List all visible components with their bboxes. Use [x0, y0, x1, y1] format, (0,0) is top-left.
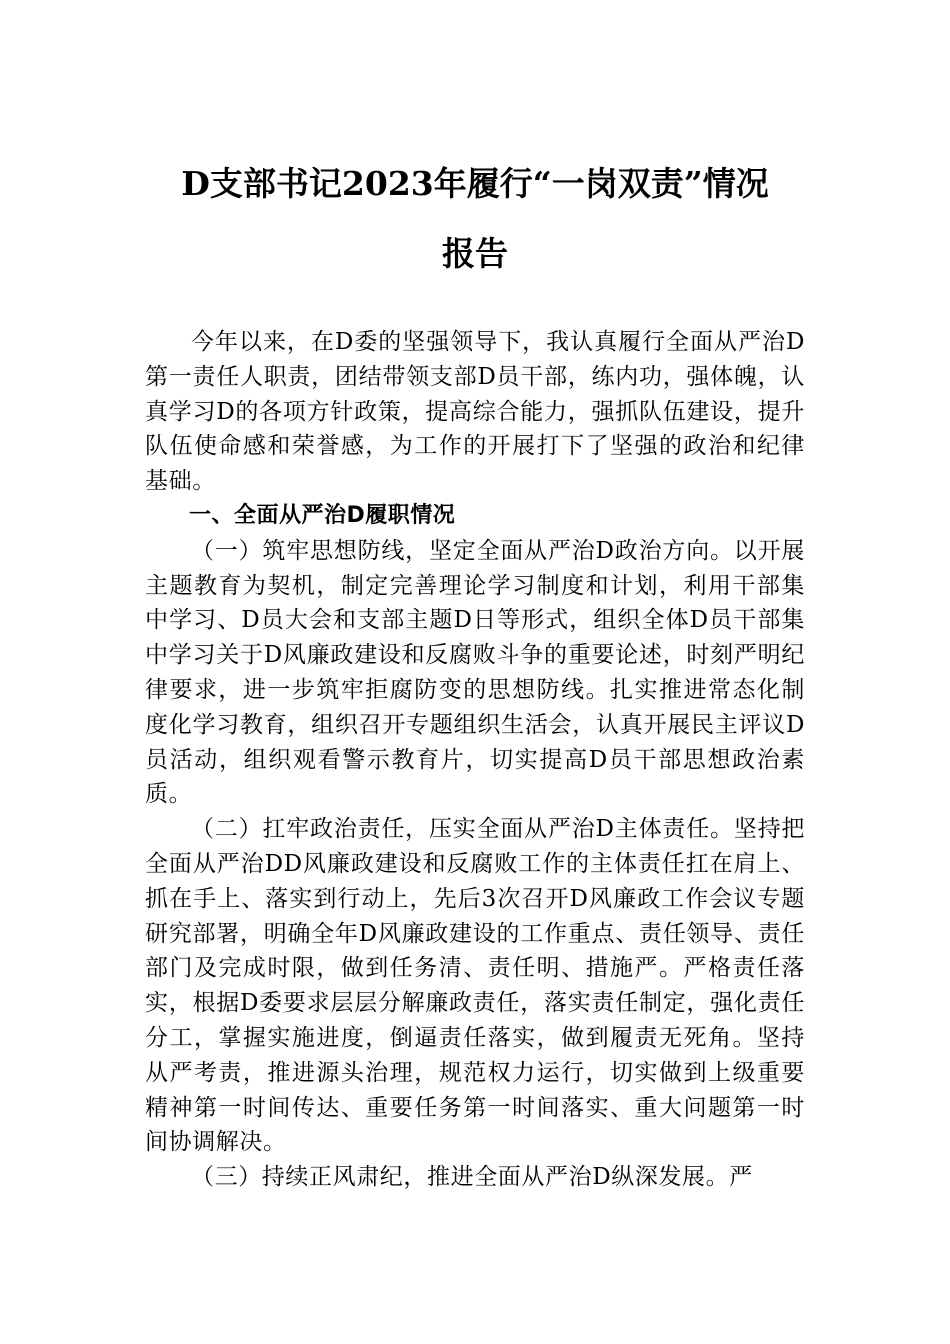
item-3-lead: （三）持续正风肃纪，推进全面从严治D纵深发展。 — [191, 1164, 730, 1191]
item-3-paragraph — [145, 1160, 805, 1195]
item-1-lead: （一）筑牢思想防线，坚定全面从严治D政治方向。 — [191, 537, 734, 564]
document-title-line-2: 报告 — [442, 234, 508, 273]
document-title-line-1: D支部书记2023年履行“一岗双责”情况 — [181, 164, 769, 203]
item-2-lead: （二）扛牢政治责任，压实全面从严治D主体责任。 — [191, 816, 734, 843]
document-body — [145, 325, 805, 1195]
section-1-heading: 一、全面从严治D履职情况 — [189, 502, 456, 528]
item-1-paragraph — [145, 534, 805, 812]
item-2-body: 坚持把全面从严治DD风廉政建设和反腐败工作的主体责任扛在肩上、抓在手上、落实到行动上，先后3次召开D风廉政工作会议专题研究部署，明确全年D风廉政建设的工作重点、责任领导、责任部门及完成时限，做到任务清、责任明、措施严。严格责任落实，根据D委要求层层分解廉政责任，落实责任制定，强化责任分工，掌握实施进度，倒逼责任落实，做到履责无死角。坚持从严考责，推进源头治理，规范权力运行，切实做到上级重要精神第一时间传达、重要任务第一时间落实、重大问题第一时间协调解决。 — [145, 816, 805, 1156]
intro-paragraph: 今年以来，在D委的坚强领导下，我认真履行全面从严治D第一责任人职责，团结带领支部D员干部，练内功，强体魄，认真学习D的各项方针政策，提高综合能力，强抓队伍建设，提升队伍使命感和荣誉感，为工作的开展打下了坚强的政治和纪律基础。 — [145, 329, 805, 495]
item-3-body: 严 — [729, 1164, 753, 1191]
item-2-paragraph — [145, 812, 805, 1160]
item-1-body: 以开展主题教育为契机，制定完善理论学习制度和计划，利用干部集中学习、D员大会和支部主题D日等形式，组织全体D员干部集中学习关于D风廉政建设和反腐败斗争的重要论述，时刻严明纪律要求，进一步筑牢拒腐防变的思想防线。扎实推进常态化制度化学习教育，组织召开专题组织生活会，认真开展民主评议D员活动，组织观看警示教育片，切实提高D员干部思想政治素质。 — [145, 537, 805, 808]
